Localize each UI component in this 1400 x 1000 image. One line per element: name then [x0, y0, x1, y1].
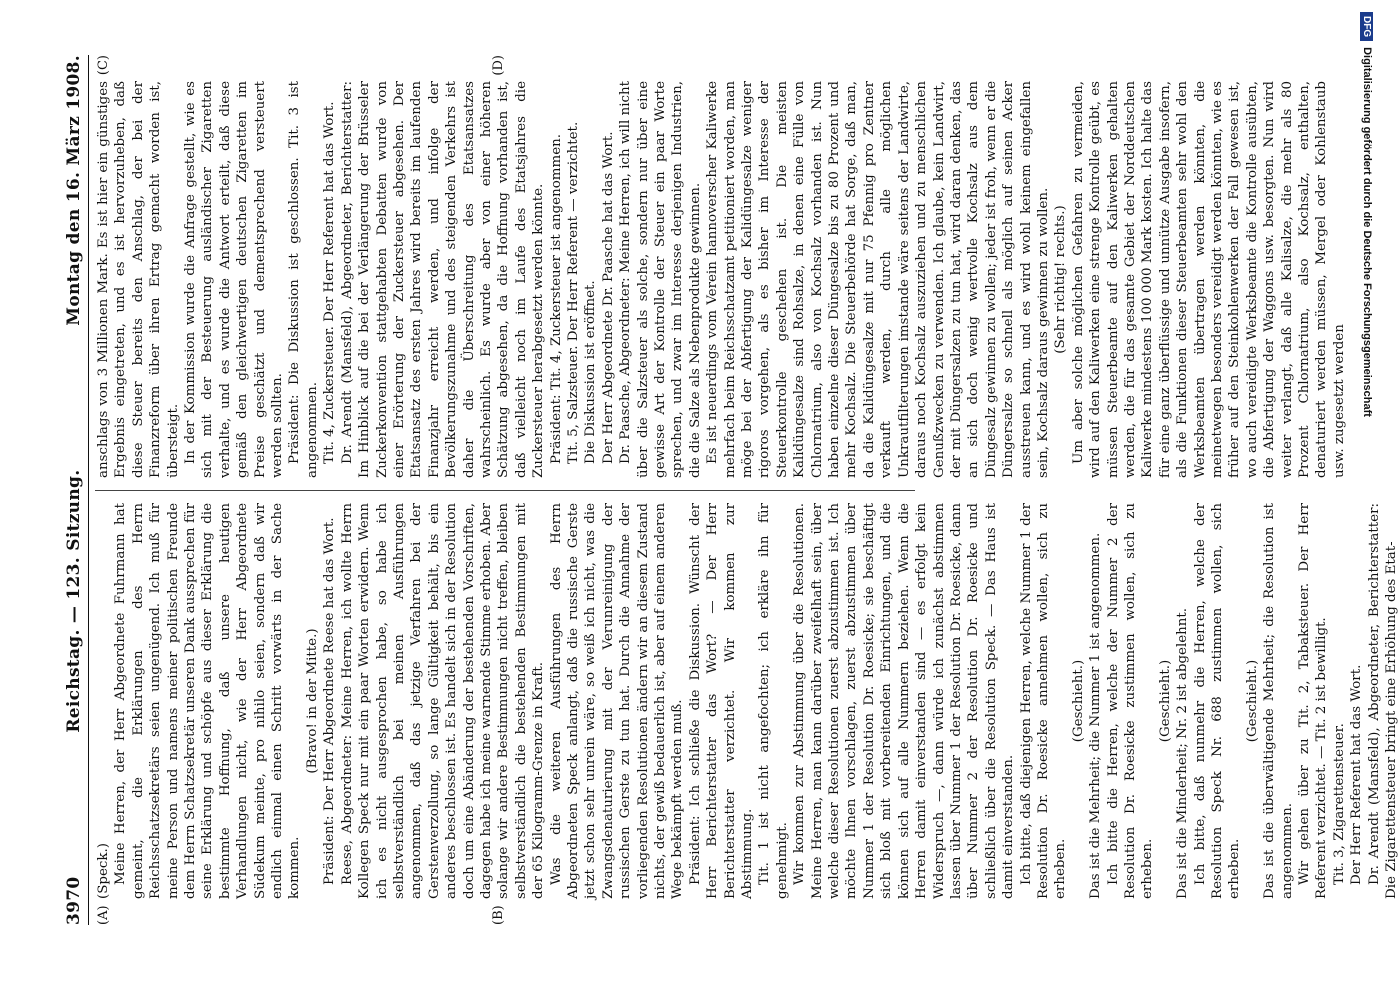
- paragraph: In der Kommission wurde die Anfrage gestellt, wie es sich mit der Besteuerung ausländischer Zigaretten verhalte, und es wurde die Antwort erteilt, daß diese gemäß den gleichwertigen deutschen Zigaretten im Preise geschätzt und dementsprechend versteuert werden sollten.: [183, 81, 286, 478]
- paragraph: Tit. 4, Zuckersteuer. Der Herr Referent hat das Wort.: [322, 101, 338, 464]
- paragraph: Das ist die Mehrheit; die Nummer 1 ist angenommen.: [1088, 532, 1104, 899]
- paragraph: Der Herr Referent hat das Wort.: [1349, 664, 1365, 885]
- margin-mark-b: (B): [491, 905, 506, 925]
- interjection: (Sehr richtig! rechts.): [1053, 205, 1069, 354]
- interjection: (Geschieht.): [1244, 659, 1260, 743]
- paragraph: Tit. 1 ist nicht angefochten; ich erkläre ihn für genehmigt.: [757, 503, 790, 899]
- session-date: Montag den 16. März 1908.: [64, 55, 84, 326]
- interjection: (Bravo! in der Mitte.): [304, 628, 320, 774]
- paragraph: Dr. Arendt (Mansfeld), Abgeordneter, Berichterstatter: Die Zigarettensteuer bringt eine Erhöhung des Etat-: [1366, 503, 1400, 899]
- digitization-credit-strip: [1356, 12, 1378, 702]
- session-title: Reichstag. — 123. Sitzung.: [64, 469, 84, 733]
- paragraph: Um aber solche möglichen Gefahren zu vermeiden, wird auf den Kaliwerken eine strenge Kontrolle geübt, es müssen Steuerbeamte auf den Kaliwerken gehalten werden, die für das gesamte Gebiet der Norddeutschen Kaliwerke mindestens 100 000 Mark kosten. Ich halte das für eine ganz überflüssige und unnütze Ausgabe insofern, als die Funktionen dieser Steuerbeamten sehr wohl den Werksbeamten übertragen werden könnten, die meinetwegen besonders vereidigt werden könnten, wie es früher auf den Steinkohlenwerken der Fall gewesen ist, wo auch vereidigte Werksbeamte die Kontrolle ausübten, die Abfertigung der Waggons usw. besorgten. Nun wird weiter verlangt, daß alle Kalisalze, die mehr als 80 Prozent Chlornatrium, also Kochsalz, enthalten, denaturiert werden müssen, Mergel oder Kohlenstaub usw. zugesetzt werden: [1070, 81, 1347, 478]
- left-column: [95, 490, 1400, 925]
- paragraph: Wir kommen zur Abstimmung über die Resolutionen. Meine Herren, man kann darüber zweifelhaft sein, über welche dieser Resolutionen zuerst abzustimmen ist. Ich möchte Ihnen vorschlagen, zuerst abzustimmen über Nummer 1 der Resolution Dr. Roesicke; sie beschäftigt sich bloß mit vorbereitenden Einrichtungen, und die können sich auf alle Nummern beziehen. Wenn die Herren damit einverstanden sind — es erfolgt kein Widerspruch —, dann würde ich zunächst abstimmen lassen über Nummer 1 der Resolution Dr. Roesicke, dann über Nummer 2 der Resolution Dr. Roesicke und schließlich über die Resolution Speck. — Das Haus ist damit einverstanden.: [792, 503, 1017, 899]
- page-number: 3970: [64, 876, 84, 925]
- paragraph: Wir gehen über zu Tit. 2, Tabaksteuer. Der Herr Referent verzichtet. — Tit. 2 ist bewilligt.: [1297, 503, 1330, 899]
- paragraph: Es ist neuerdings vom Verein hannoverscher Kaliwerke mehrfach beim Reichsschatzamt petitioniert worden, man möge bei der Abfertigung der Kalidüngesalze weniger rigoros vorgehen, als es bisher im Interesse der Steuerkontrolle geschehen ist. Die meisten Kalidüngesalze sind Rohsalze, in denen eine Fülle von Chlornatrium, also von Kochsalz vorhanden ist. Nun haben einzelne dieser Düngesalze bis zu 80 Prozent und mehr Kochsalz. Die Steuerbehörde hat Sorge, daß man, da die Kalidüngesalze mit nur 75 Pfennig pro Zentner verkauft werden, durch alle möglichen Unkrautfilterungen imstande wäre seitens der Landwirte, daraus noch Kochsalz auszuziehen und zu menschlichen Genußzwecken zu verwenden. Ich glaube, kein Landwirt, der mit Düngersalzen zu tun hat, wird daran denken, das an sich doch wenig wertvolle Kochsalz aus dem Düngesalz gewinnen zu wollen; jeder ist froh, wenn er die Düngersalze so schnell als möglich auf seinen Acker ausstreuen kann, und es wird wohl keinem eingefallen sein, Kochsalz daraus gewinnen zu wollen.: [705, 81, 1051, 478]
- paragraph: Ich bitte, daß nunmehr die Herren, welche der Resolution Speck Nr. 688 zustimmen wollen, sich erheben.: [1192, 503, 1243, 899]
- paragraph: Tit. 3, Zigarettensteuer.: [1331, 723, 1347, 885]
- paragraph: Präsident: Ich schließe die Diskussion. Wünscht der Herr Berichterstatter das Wort? — Der Herr Berichterstatter verzichtet. Wir kommen zur Abstimmung.: [687, 503, 756, 899]
- paragraph: Der Herr Abgeordnete Dr. Paasche hat das Wort.: [600, 131, 616, 464]
- margin-mark-d: (D): [491, 55, 506, 76]
- page-header: [64, 55, 89, 925]
- interjection: (Geschieht.): [1157, 659, 1173, 743]
- paragraph: Ich bitte, daß diejenigen Herren, welche Nummer 1 der Resolution Dr. Roesicke annehmen wollen, sich zu erheben.: [1018, 503, 1069, 899]
- paragraph: Präsident: Die Diskussion ist geschlossen. Tit. 3 ist angenommen.: [287, 81, 320, 478]
- interjection: (Geschieht.): [1070, 659, 1086, 743]
- paragraph: Die Diskussion ist eröffnet.: [583, 280, 599, 464]
- paragraph: Dr. Arendt (Mansfeld), Abgeordneter, Berichterstatter: Im Hinblick auf die bei der Verlängerung der Brüsseler Zuckerkonvention stattgehabten Debatten wurde von einer Erörterung der Zuckersteuer abgesehen. Der Etatsansatz des ersten Jahres wird bereits im laufenden Finanzjahr erreicht werden, und infolge der Bevölkerungszunahme und des steigenden Verkehrs ist daher die Überschreitung des Etatsansatzes wahrscheinlich. Es wurde aber von einer höheren Schätzung abgesehen, da die Hoffnung vorhanden ist, daß vielleicht noch im Laufe des Etatsjahres die Zuckersteuer herabgesetzt werden könnte.: [339, 81, 547, 478]
- paragraph: Tit. 5, Salzsteuer. Der Herr Referent — verzichtet.: [565, 121, 581, 464]
- dfg-logo: DFG: [1361, 12, 1374, 41]
- right-column: [95, 55, 1347, 490]
- paragraph: Dr. Paasche, Abgeordneter: Meine Herren, ich will nicht über die Salzsteuer als solche, sondern nur über eine gewisse Art der Kontrolle der Steuer ein paar Worte sprechen, und zwar im Interesse derjenigen Industrien, die die Salze als Nebenprodukte gewinnen.: [618, 81, 703, 478]
- margin-mark-a: (A): [96, 905, 111, 925]
- paragraph: Präsident: Tit. 4, Zuckersteuer ist angenommen.: [548, 134, 564, 464]
- paragraph: anschlags von 3 Millionen Mark. Es ist hier ein günstiges Ergebnis eingetreten, und es ist hervorzuheben, daß diese Steuer bereits den Anschlag, der bei der Finanzreform über ihren Ertrag gemacht worden ist, übersteigt.: [96, 81, 181, 478]
- paragraph: Das ist die überwältigende Mehrheit; die Resolution ist angenommen.: [1262, 503, 1295, 899]
- digitization-credit: Digitalisierung gefördert durch die Deutsche Forschungsgemeinschaft: [1361, 47, 1373, 417]
- paragraph: Reese, Abgeordneter: Meine Herren, ich wollte Herrn Kollegen Speck nur mit ein paar Worten erwidern. Wenn ich es nicht ausgesprochen habe, so habe ich selbstverständlich bei meinen Ausführungen angenommen, daß das jetzige Verfahren bei der Gerstenverzollung, so lange Gültigkeit behält, bis ein anderes beschlossen ist. Es handelt sich in der Resolution doch um eine Abänderung der bestehenden Vorschriften, dagegen habe ich meine warnende Stimme erhoben. Aber solange wir andere Bestimmungen nicht treffen, bleiben selbstverständlich die bestehenden Bestimmungen mit der 65 Kilogramm-Grenze in Kraft.: [339, 503, 547, 899]
- paragraph: Das ist die Minderheit; Nr. 2 ist abgelehnt.: [1175, 607, 1191, 899]
- paragraph: Meine Herren, der Herr Abgeordnete Fuhrmann hat gemeint, die Erklärungen des Herrn Reichsschatzsekretärs seien ungenügend. Ich muß für meine Person und namens meiner politischen Freunde dem Herrn Schatzsekretär unseren Dank aussprechen für seine Erklärung und schöpfe aus dieser Erklärung die bestimmte Hoffnung, daß unsere heutigen Verhandlungen nicht, wie der Herr Abgeordnete Südekum meinte, pro nihilo seien, sondern daß wir endlich einmal einen Schritt vorwärts in der Sache kommen.: [113, 503, 303, 899]
- paragraph: Ich bitte die Herren, welche der Nummer 2 der Resolution Dr. Roesicke zustimmen wollen, sich zu erheben.: [1105, 503, 1156, 899]
- paragraph: Was die weiteren Ausführungen des Herrn Abgeordneten Speck anlangt, daß die russische Gerste jetzt schon sehr unrein wäre, so weiß ich nicht, was die Zwangsdenaturierung mit der Verunreinigung der russischen Gerste zu tun hat. Durch die Annahme der vorliegenden Resolutionen ändern wir an diesem Zustand nichts, der gewiß bedauerlich ist, aber auf einem anderen Wege bekämpft werden muß.: [548, 503, 686, 899]
- paragraph: Präsident: Der Herr Abgeordnete Reese hat das Wort.: [322, 517, 338, 885]
- margin-mark-c: (C): [96, 55, 111, 76]
- speaker-label: (Speck.): [96, 843, 111, 899]
